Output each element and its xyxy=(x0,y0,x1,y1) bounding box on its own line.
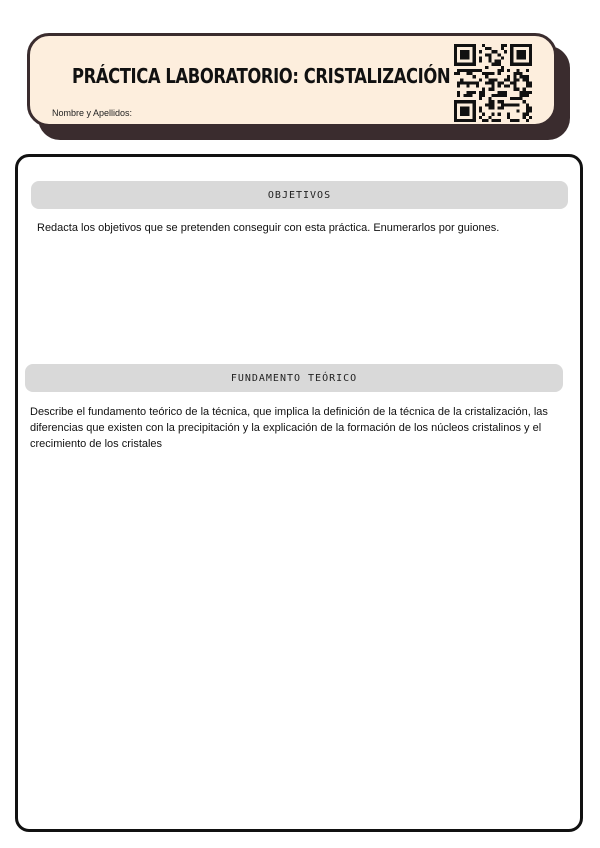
qr-code-icon xyxy=(454,44,532,122)
page-title: PRÁCTICA LABORATORIO: CRISTALIZACIÓN xyxy=(72,64,451,88)
worksheet-header xyxy=(27,33,557,127)
worksheet-body-frame xyxy=(15,154,583,832)
name-field-label: Nombre y Apellidos: xyxy=(52,108,133,118)
section-heading-objetivos: OBJETIVOS xyxy=(31,181,568,209)
objetivos-instruction: Redacta los objetivos que se pretenden conseguir con esta práctica. Enumerarlos por guiones. xyxy=(37,222,500,234)
fundamento-instruction: Describe el fundamento teórico de la técnica, que implica la definición de la técnica de la cristalización, las diferencias que existen con la precipitación y la explicación de la formación de los núcleos cristalinos y el crecimiento de los cristales xyxy=(30,406,548,450)
section-heading-fundamento: FUNDAMENTO TEÓRICO xyxy=(25,364,563,392)
